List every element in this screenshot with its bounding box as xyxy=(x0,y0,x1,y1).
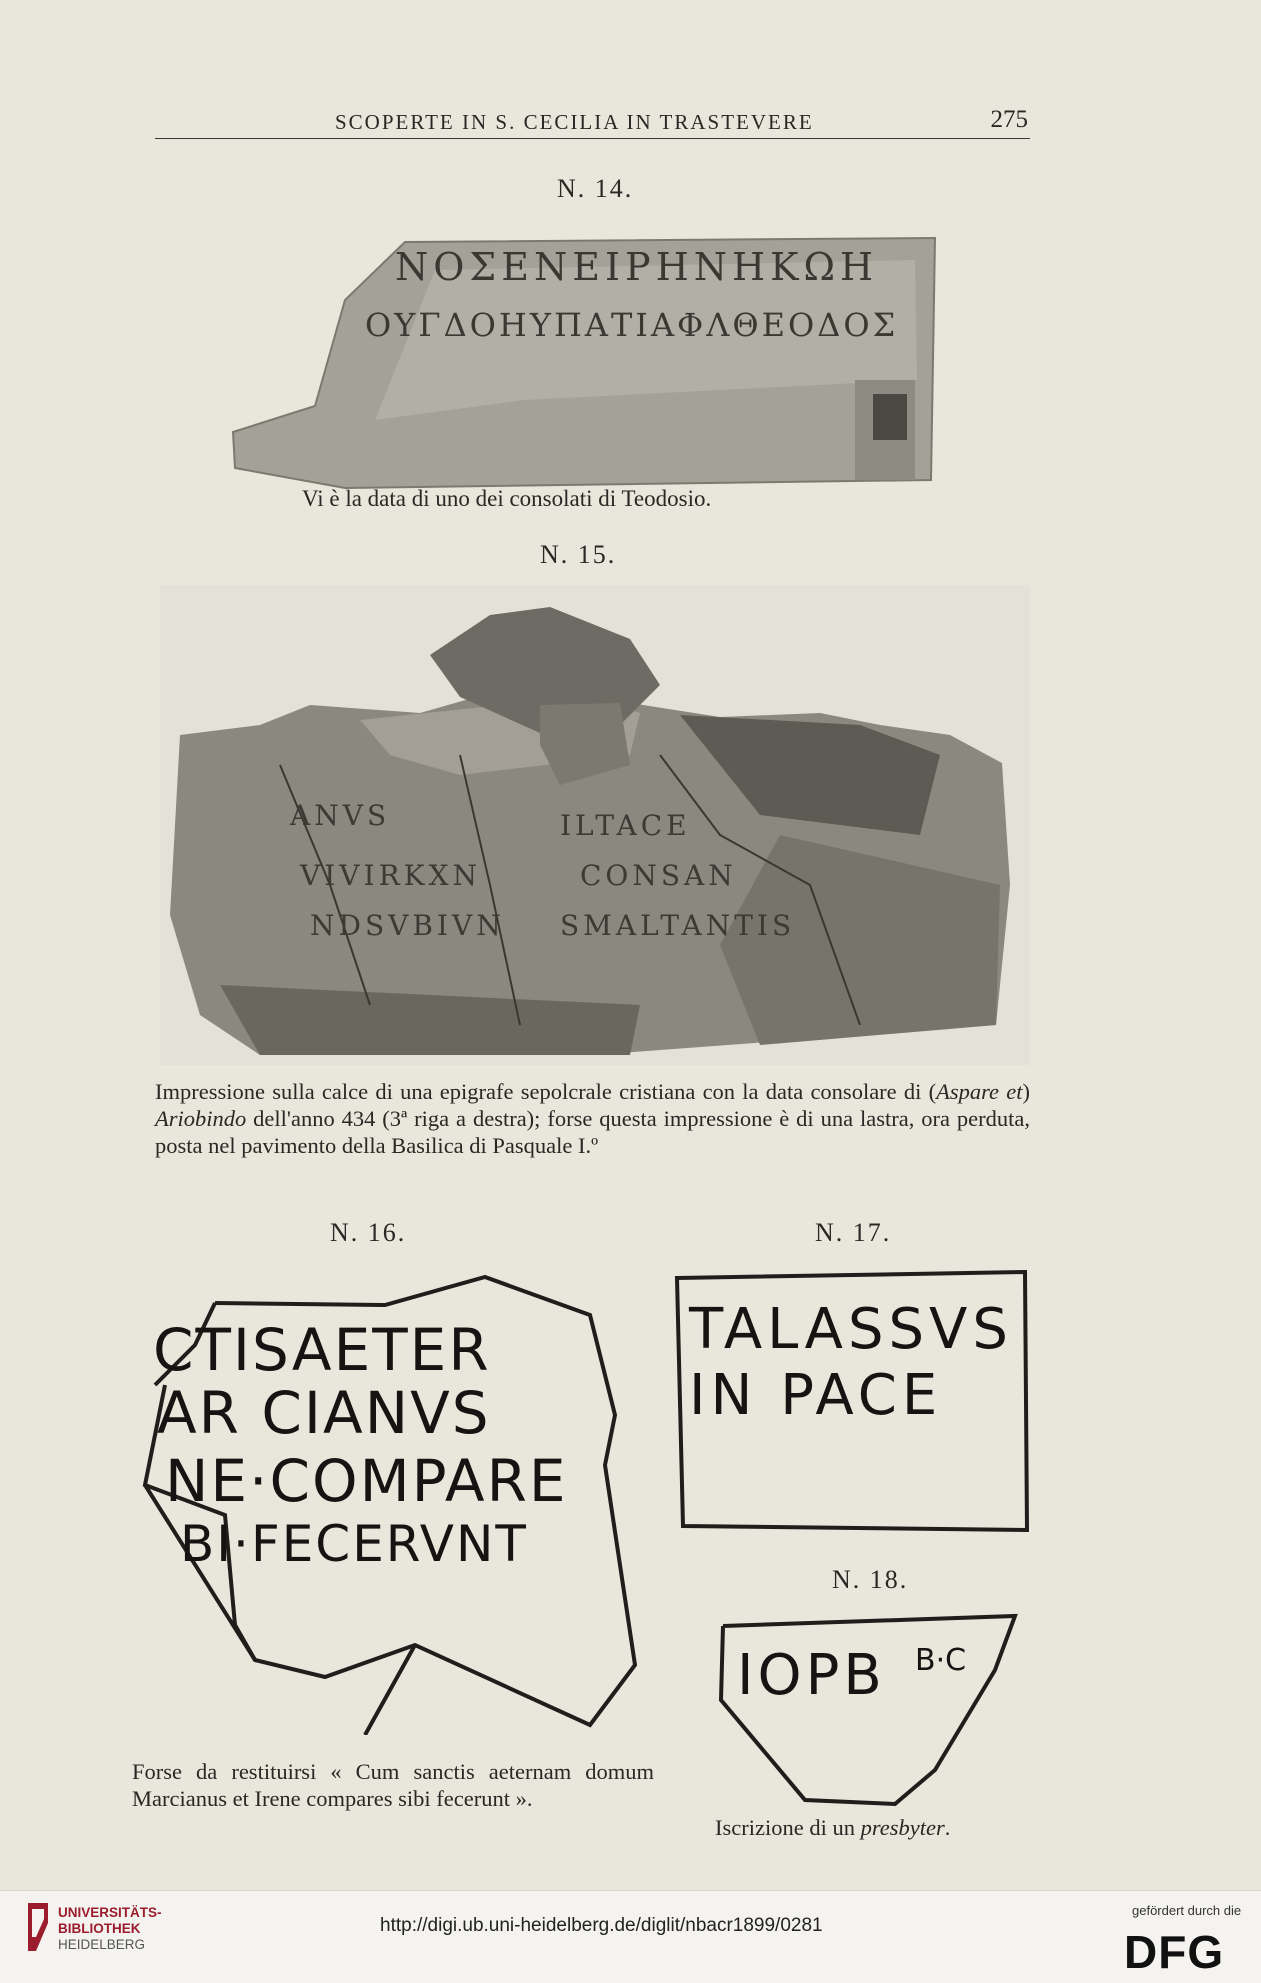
svg-text:ANVS: ANVS xyxy=(290,799,391,832)
caption-n14: Vi è la data di uno dei consolati di Teodosio. xyxy=(302,486,712,511)
n17-line1: TALASSVS xyxy=(689,1297,1013,1362)
svg-text:VIVIRKXN: VIVIRKXN xyxy=(300,859,481,892)
caption-n18 xyxy=(715,1814,950,1841)
caption-n15-italic2: Ariobindo xyxy=(155,1106,247,1131)
figure-n17-drawing xyxy=(665,1268,1030,1536)
figure-n15-photo xyxy=(160,585,1030,1065)
caption-n18-pre: Iscrizione di un xyxy=(715,1815,861,1840)
n16-line2: AR CIANVS xyxy=(157,1379,491,1447)
svg-text:CONSAN: CONSAN xyxy=(580,859,737,892)
caption-n15-pre: Impressione sulla calce di una epigrafe sepolcrale cristiana con la data consolare di ( xyxy=(155,1079,937,1104)
n17-line2: IN PACE xyxy=(689,1363,943,1428)
figure-label-n17: N. 17. xyxy=(815,1218,892,1247)
figure-label-n15: N. 15. xyxy=(540,540,617,569)
inscription-n14-line2: ΟΥΓΔΟΗΥΠΑΤΙΑΦΛΘΕΟΔΟΣ xyxy=(365,306,899,344)
figure-label-n18: N. 18. xyxy=(832,1565,909,1594)
svg-text:NDSVBIVN: NDSVBIVN xyxy=(310,909,505,942)
n16-line1: CTISAETER xyxy=(153,1316,491,1384)
figure-label-n14: N. 14. xyxy=(557,174,634,203)
caption-n16: Forse da restituirsi « Cum sanctis aeternam domum Marcianus et Irene compares sibi fecerunt ». xyxy=(132,1759,654,1811)
n16-line4: BI·FECERVNT xyxy=(180,1515,528,1573)
page-number: 275 xyxy=(990,106,1028,133)
dfg-logo: DFG xyxy=(1124,1926,1225,1978)
library-line3: HEIDELBERG xyxy=(58,1937,146,1952)
running-head xyxy=(155,108,1030,139)
footer-bar xyxy=(0,1890,1261,1983)
figure-n14-photo xyxy=(225,230,937,492)
library-name xyxy=(58,1905,162,1953)
library-line2: BIBLIOTHEK xyxy=(58,1921,141,1936)
source-url-link[interactable]: http://digi.ub.uni-heidelberg.de/diglit/nbacr1899/0281 xyxy=(380,1915,823,1936)
caption-n15-post: dell'anno 434 (3ª riga a destra); forse questa impressione è di una lastra, ora perduta, posta nel pavimento della Basilica di Pasquale I.º xyxy=(155,1106,1030,1158)
figure-n16-drawing xyxy=(135,1265,645,1735)
inscription-n14-line1: ΝΟΣΕΝΕΙΡΗΝΗΚΩΗ xyxy=(395,245,879,289)
n18-superscript: B·C xyxy=(915,1643,967,1678)
university-logo-icon xyxy=(22,1899,52,1955)
caption-n15-italic1: Aspare et xyxy=(936,1079,1023,1104)
caption-n15-mid: ) xyxy=(1022,1079,1030,1104)
library-line1: UNIVERSITÄTS- xyxy=(58,1905,162,1920)
caption-n18-italic: presbyter xyxy=(860,1815,945,1840)
funding-label: gefördert durch die xyxy=(1132,1903,1242,1918)
svg-text:SMALTANTIS: SMALTANTIS xyxy=(560,909,796,942)
figure-label-n16: N. 16. xyxy=(330,1218,407,1247)
caption-n18-post: . xyxy=(944,1815,951,1840)
n16-line3: NE·COMPARE xyxy=(165,1447,568,1515)
running-title: SCOPERTE IN S. CECILIA IN TRASTEVERE xyxy=(335,110,814,134)
n18-text: IOPB xyxy=(737,1643,886,1708)
caption-n15 xyxy=(155,1078,1030,1159)
figure-n18-drawing xyxy=(715,1610,1025,1810)
svg-text:ILTACE: ILTACE xyxy=(560,809,691,842)
